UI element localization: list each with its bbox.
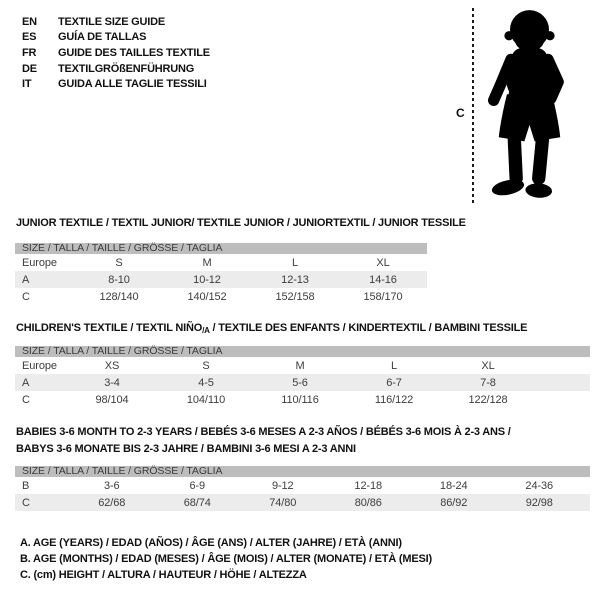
size-cell: XS bbox=[104, 359, 120, 372]
size-cell: 12-13 bbox=[281, 273, 309, 286]
size-cell: 6-7 bbox=[386, 376, 402, 389]
children-title-pre: CHILDREN'S TEXTILE / TEXTIL NIÑO bbox=[16, 322, 203, 334]
children-title-subscript: /A bbox=[202, 326, 210, 335]
language-code: DE bbox=[22, 62, 37, 75]
babies-section-title bbox=[16, 424, 511, 457]
size-cell: 86/92 bbox=[440, 496, 468, 509]
row-label: A bbox=[22, 376, 30, 389]
row-label: Europe bbox=[22, 256, 57, 269]
size-cell: 6-9 bbox=[189, 479, 206, 492]
row-label: C bbox=[22, 496, 30, 509]
size-cell: 3-6 bbox=[103, 479, 120, 492]
size-cell: 5-6 bbox=[292, 376, 308, 389]
table-row-height bbox=[15, 494, 590, 511]
children-title-post: / TEXTILE DES ENFANTS / KINDERTEXTIL / BAMBINI TESSILE bbox=[209, 322, 528, 334]
footnote-age-months: B. AGE (MONTHS) / EDAD (MESES) / ÂGE (MOIS) / ALTER (MONATE) / ETÀ (MESI) bbox=[20, 552, 432, 565]
size-cell: S bbox=[115, 256, 123, 269]
children-section-title bbox=[16, 322, 527, 335]
size-cell: XL bbox=[481, 359, 495, 372]
language-code: EN bbox=[22, 15, 37, 28]
table-row-height bbox=[15, 391, 590, 408]
size-cell: 74/80 bbox=[269, 496, 297, 509]
size-cell: L bbox=[390, 359, 398, 372]
size-cell: M bbox=[202, 256, 212, 269]
language-row-es bbox=[22, 30, 210, 46]
size-cell: 10-12 bbox=[193, 273, 221, 286]
language-label: GUÍA DE TALLAS bbox=[58, 31, 147, 44]
size-cell: L bbox=[291, 256, 299, 269]
legend-footnotes bbox=[20, 537, 432, 584]
language-row-it bbox=[22, 76, 210, 92]
language-label: GUIDA ALLE TAGLIE TESSILI bbox=[58, 78, 207, 91]
size-cell: 110/116 bbox=[281, 393, 319, 406]
size-cell: 158/170 bbox=[363, 290, 403, 303]
baby-silhouette-icon bbox=[477, 4, 582, 209]
size-cell: 140/152 bbox=[187, 290, 227, 303]
language-label: TEXTILGRÖßENFÜHRUNG bbox=[58, 62, 195, 75]
table-row-age bbox=[15, 271, 427, 288]
size-cell: 98/104 bbox=[95, 393, 129, 406]
table-row-europe bbox=[15, 357, 590, 374]
size-header-bar: SIZE / TALLA / TAILLE / GRÖSSE / TAGLIA bbox=[15, 466, 590, 477]
table-row-age-months bbox=[15, 477, 590, 494]
size-cell: 4-5 bbox=[198, 376, 214, 389]
row-label: Europe bbox=[22, 359, 57, 372]
language-label: TEXTILE SIZE GUIDE bbox=[58, 15, 166, 28]
language-row-en bbox=[22, 14, 210, 30]
table-row-europe bbox=[15, 254, 427, 271]
height-measure-label: C bbox=[456, 106, 465, 120]
size-cell: 152/158 bbox=[275, 290, 315, 303]
babies-title-line2: BABYS 3-6 MONATE BIS 2-3 JAHRE / BAMBINI 3-6 MESI A 2-3 ANNI bbox=[16, 442, 356, 455]
language-code: IT bbox=[22, 78, 32, 91]
size-cell: 116/122 bbox=[374, 393, 414, 406]
junior-size-table bbox=[15, 243, 427, 305]
size-cell: 80/86 bbox=[354, 496, 382, 509]
children-size-table bbox=[15, 346, 590, 408]
row-label: C bbox=[22, 393, 30, 406]
size-cell: 62/68 bbox=[98, 496, 126, 509]
size-cell: S bbox=[202, 359, 210, 372]
babies-title-line1: BABIES 3-6 MONTH TO 2-3 YEARS / BEBÉS 3-6 MESES A 2-3 AÑOS / BÉBÉS 3-6 MOIS À 2-3 ANS / bbox=[16, 426, 511, 438]
size-cell: 8-10 bbox=[108, 273, 130, 286]
babies-size-table bbox=[15, 466, 590, 511]
size-cell: 92/98 bbox=[525, 496, 553, 509]
size-cell: 7-8 bbox=[480, 376, 496, 389]
language-list bbox=[22, 14, 210, 92]
size-cell: 24-36 bbox=[525, 479, 554, 492]
size-cell: 68/74 bbox=[183, 496, 211, 509]
size-cell: 18-24 bbox=[439, 479, 468, 492]
size-header-bar: SIZE / TALLA / TAILLE / GRÖSSE / TAGLIA bbox=[15, 346, 590, 357]
size-cell: XL bbox=[376, 256, 390, 269]
row-label: B bbox=[22, 479, 30, 492]
size-cell: 104/110 bbox=[186, 393, 226, 406]
size-cell: 3-4 bbox=[104, 376, 120, 389]
language-code: FR bbox=[22, 46, 37, 59]
language-row-fr bbox=[22, 45, 210, 61]
table-row-age bbox=[15, 374, 590, 391]
size-cell: 122/128 bbox=[468, 393, 508, 406]
size-cell: 12-18 bbox=[354, 479, 383, 492]
size-cell: 128/140 bbox=[99, 290, 139, 303]
size-cell: M bbox=[295, 359, 305, 372]
size-cell: 14-16 bbox=[369, 273, 397, 286]
junior-section-title: JUNIOR TEXTILE / TEXTIL JUNIOR/ TEXTILE JUNIOR / JUNIORTEXTIL / JUNIOR TESSILE bbox=[16, 217, 466, 229]
row-label: C bbox=[22, 290, 30, 303]
language-label: GUIDE DES TAILLES TEXTILE bbox=[58, 46, 210, 59]
size-cell: 9-12 bbox=[271, 479, 294, 492]
footnote-height-cm: C. (cm) HEIGHT / ALTURA / HAUTEUR / HÖHE / ALTEZZA bbox=[20, 568, 307, 581]
footnote-age-years: A. AGE (YEARS) / EDAD (AÑOS) / ÂGE (ANS) / ALTER (JAHRE) / ETÀ (ANNI) bbox=[20, 537, 402, 549]
language-code: ES bbox=[22, 31, 37, 44]
size-header-bar: SIZE / TALLA / TAILLE / GRÖSSE / TAGLIA bbox=[15, 243, 427, 254]
row-label: A bbox=[22, 273, 30, 286]
height-measure-dashed-line bbox=[472, 8, 474, 206]
table-row-height bbox=[15, 288, 427, 305]
language-row-de bbox=[22, 61, 210, 77]
